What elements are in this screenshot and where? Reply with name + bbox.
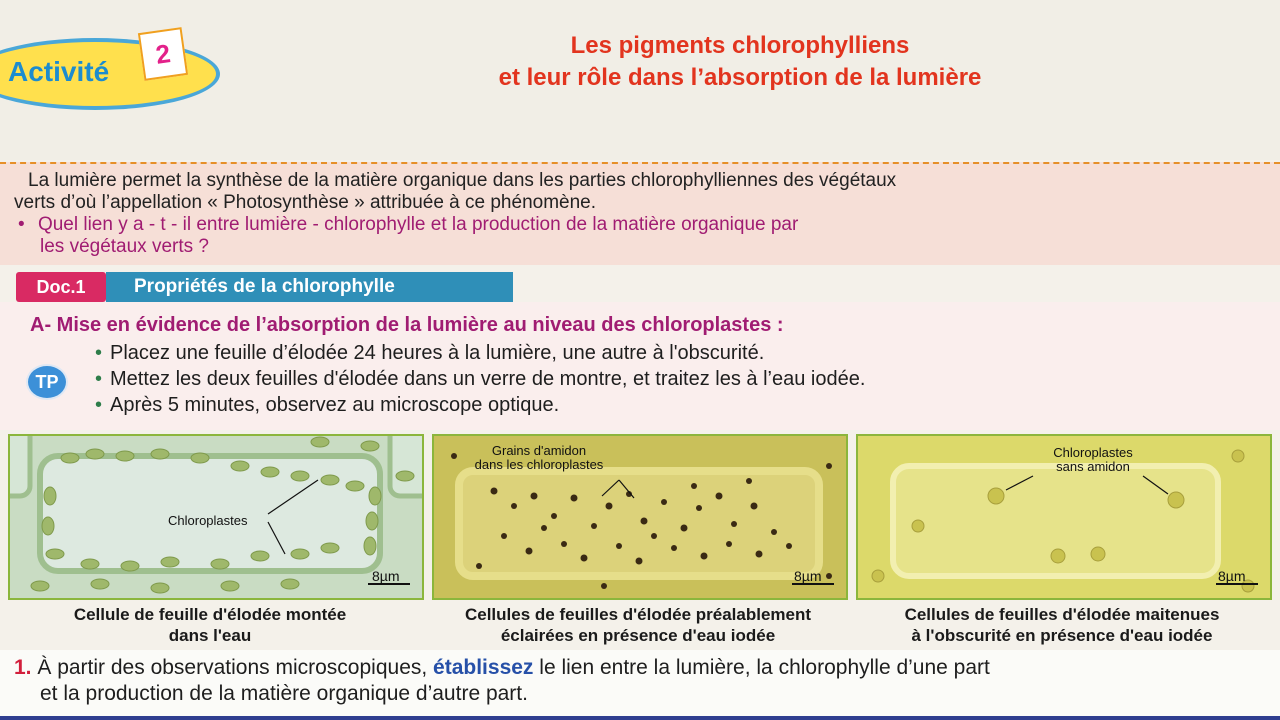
label-line-1: Chloroplastes	[1053, 445, 1133, 460]
intro-question-line-1	[18, 214, 798, 236]
label-grains-amidon	[454, 444, 624, 472]
page-title	[330, 30, 1150, 94]
intro-line-1: La lumière permet la synthèse de la matière organique dans les parties chlorophylliennes des végétaux	[28, 170, 897, 191]
activity-badge	[0, 30, 225, 115]
micrograph-water	[8, 434, 424, 600]
caption-2	[428, 604, 848, 646]
label-line-2: sans amidon	[1056, 459, 1130, 474]
scale-bar-label: 8µm	[794, 568, 822, 584]
badge-number: 2	[138, 27, 188, 81]
question-verb: établissez	[433, 656, 534, 679]
question-before: À partir des observations microscopiques,	[37, 656, 428, 679]
question-number: 1.	[14, 656, 32, 679]
title-line-2: et leur rôle dans l’absorption de la lumière	[498, 64, 982, 91]
question-line-1	[14, 656, 990, 680]
title-line-1: Les pigments chlorophylliens	[570, 32, 910, 59]
label-chloroplastes: Chloroplastes	[168, 513, 248, 528]
step-1	[95, 342, 764, 365]
section-title: A- Mise en évidence de l’absorption de la lumière au niveau des chloroplastes :	[30, 314, 784, 336]
caption-3	[852, 604, 1272, 646]
caption-line-1: Cellule de feuille d'élodée montée	[73, 605, 347, 624]
caption-line-2: dans l'eau	[168, 626, 252, 645]
caption-line-2: éclairées en présence d'eau iodée	[500, 626, 776, 645]
scale-bar-label: 8µm	[372, 568, 400, 584]
label-line-2: dans les chloroplastes	[474, 457, 604, 472]
micrograph-light-iodine	[432, 434, 848, 600]
question-line-2: et la production de la matière organique d’autre part.	[40, 682, 528, 705]
micrograph-dark-iodine	[856, 434, 1272, 600]
bullet-icon: •	[95, 368, 103, 390]
scale-bar-label: 8µm	[1218, 568, 1246, 584]
badge-label: Activité	[8, 56, 110, 87]
bottom-rule	[0, 716, 1280, 720]
caption-line-2: à l'obscurité en présence d'eau iodée	[911, 626, 1213, 645]
label-sans-amidon	[1018, 446, 1168, 474]
bullet-icon: •	[18, 214, 25, 235]
question-text-1: Quel lien y a - t - il entre lumière - chlorophylle et la production de la matière organique par	[37, 214, 799, 235]
intro-box	[0, 162, 1280, 265]
step-2	[95, 368, 865, 391]
caption-1	[0, 604, 420, 646]
intro-question-line-2: les végétaux verts ?	[40, 236, 209, 257]
question-after: le lien entre la lumière, la chlorophylle d’une part	[539, 656, 990, 679]
doc-title: Propriétés de la chlorophylle	[106, 272, 513, 302]
step-text: Après 5 minutes, observez au microscope optique.	[110, 394, 560, 416]
doc-tag: Doc.1	[16, 272, 106, 302]
bullet-icon: •	[95, 394, 103, 416]
tp-badge: TP	[26, 364, 68, 400]
header	[0, 0, 1280, 160]
caption-line-1: Cellules de feuilles d'élodée préalablement	[464, 605, 812, 624]
step-3	[95, 394, 559, 417]
label-line-1: Grains d'amidon	[491, 443, 587, 458]
step-text: Mettez les deux feuilles d'élodée dans un verre de montre, et traitez les à l’eau iodée.	[110, 368, 866, 390]
step-text: Placez une feuille d’élodée 24 heures à la lumière, une autre à l'obscurité.	[110, 342, 765, 364]
bullet-icon: •	[95, 342, 103, 364]
caption-line-1: Cellules de feuilles d'élodée maitenues	[904, 605, 1220, 624]
question-box	[0, 650, 1280, 720]
intro-line-2: verts d’où l’appellation « Photosynthèse » attribuée à ce phénomène.	[14, 192, 597, 213]
section-a	[0, 302, 1280, 430]
